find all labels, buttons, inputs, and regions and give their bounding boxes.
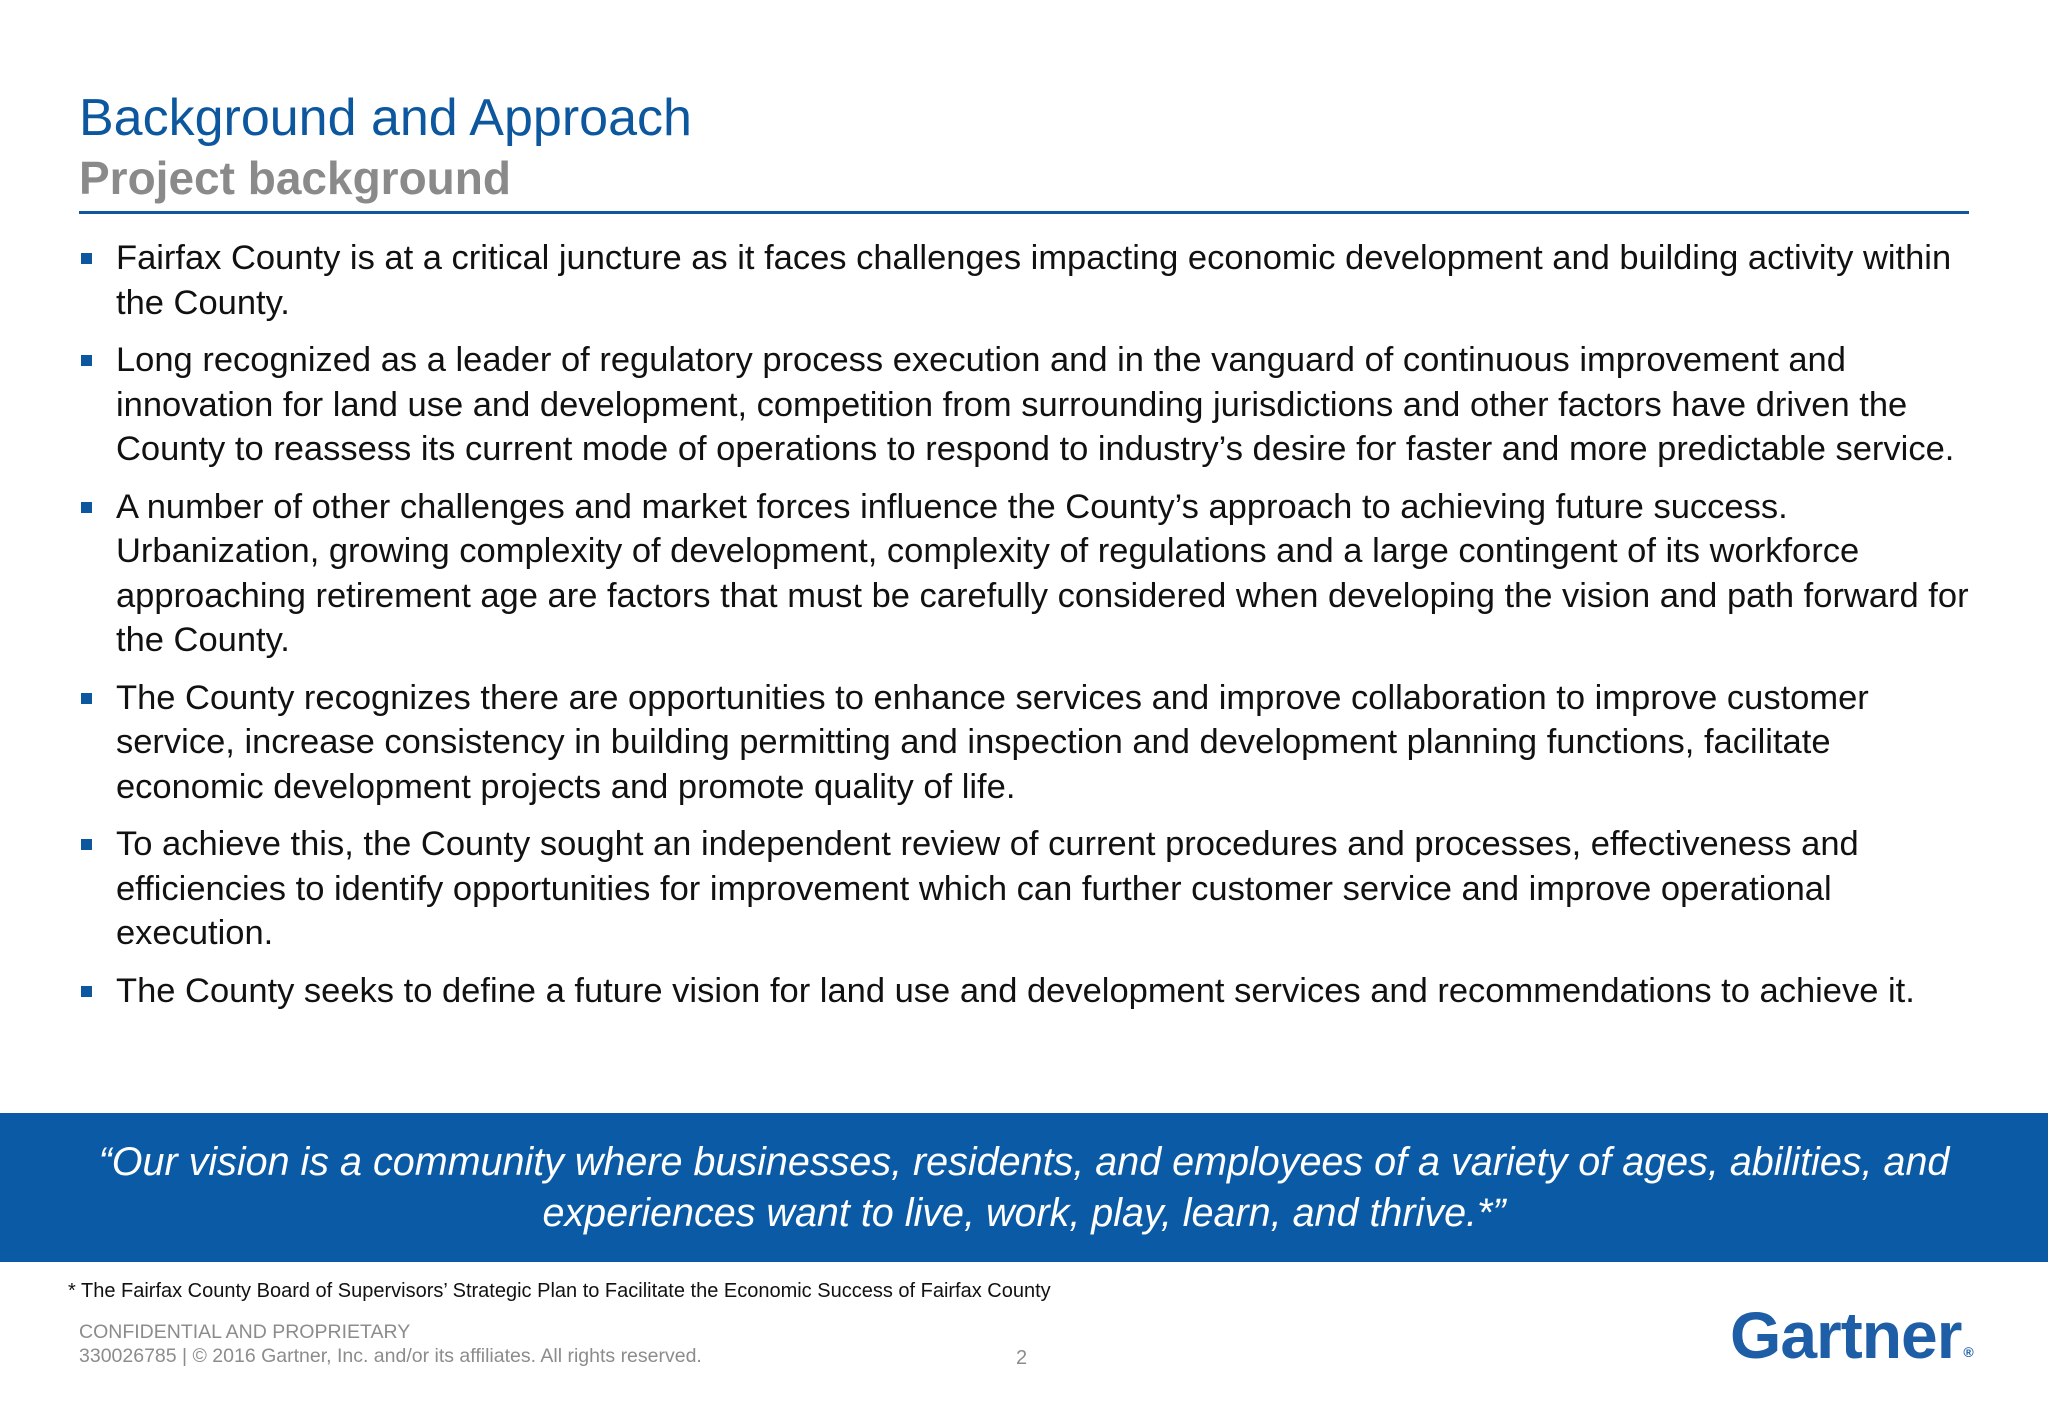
bullet-item (79, 822, 1974, 956)
bullet-item (79, 338, 1974, 472)
gartner-logo (1730, 1300, 1974, 1370)
bullet-item (79, 969, 1974, 1014)
slide-title: Background and Approach (79, 89, 692, 147)
bullet-text: To achieve this, the County sought an independent review of current procedures and processes, effectiveness and efficiencies to identify opportunities for improvement which can further customer service and improve operational execution. (116, 825, 1859, 952)
logo-wordmark: Gartner (1730, 1298, 1962, 1372)
square-bullet-icon (81, 839, 92, 850)
bullet-list (79, 236, 1974, 1026)
page-number: 2 (1016, 1347, 1028, 1369)
bullet-item (79, 236, 1974, 325)
confidential-notice: CONFIDENTIAL AND PROPRIETARY (79, 1321, 411, 1343)
bullet-item (79, 676, 1974, 810)
bullet-text: A number of other challenges and market forces influence the County’s approach to achieving future success. Urbanization, growing complexity of development, complexity of regulations and a large contingent of its workforce approaching retirement age are factors that must be carefully considered when developing the vision and path forward for the County. (116, 487, 1969, 659)
square-bullet-icon (81, 502, 92, 513)
square-bullet-icon (81, 986, 92, 997)
bullet-text: Long recognized as a leader of regulatory process execution and in the vanguard of continuous improvement and innovation for land use and development, competition from surrounding jurisdictions and other factors have driven the County to reassess its current mode of operations to respond to industry’s desire for faster and more predictable service. (116, 341, 1955, 468)
square-bullet-icon (81, 693, 92, 704)
vision-quote: “Our vision is a community where businesses, residents, and employees of a variety of ages, abilities, and experiences want to live, work, play, learn, and thrive.*” (98, 1139, 1950, 1235)
copyright-notice: 330026785 | © 2016 Gartner, Inc. and/or its affiliates. All rights reserved. (79, 1345, 702, 1367)
registered-mark: ® (1963, 1344, 1974, 1360)
square-bullet-icon (81, 355, 92, 366)
footnote: * The Fairfax County Board of Supervisors’ Strategic Plan to Facilitate the Economic Success of Fairfax County (68, 1280, 1051, 1302)
bullet-text: Fairfax County is at a critical juncture as it faces challenges impacting economic development and building activity within the County. (116, 239, 1952, 322)
slide-subtitle: Project background (79, 152, 511, 204)
header-divider (79, 211, 1969, 214)
bullet-text: The County seeks to define a future vision for land use and development services and recommendations to achieve it. (116, 971, 1915, 1010)
bullet-text: The County recognizes there are opportunities to enhance services and improve collaboration to improve customer service, increase consistency in building permitting and inspection and development planning functions, facilitate economic development projects and promote quality of life. (116, 678, 1869, 806)
square-bullet-icon (81, 253, 92, 264)
vision-quote-banner (0, 1113, 2048, 1262)
bullet-item (79, 485, 1974, 663)
